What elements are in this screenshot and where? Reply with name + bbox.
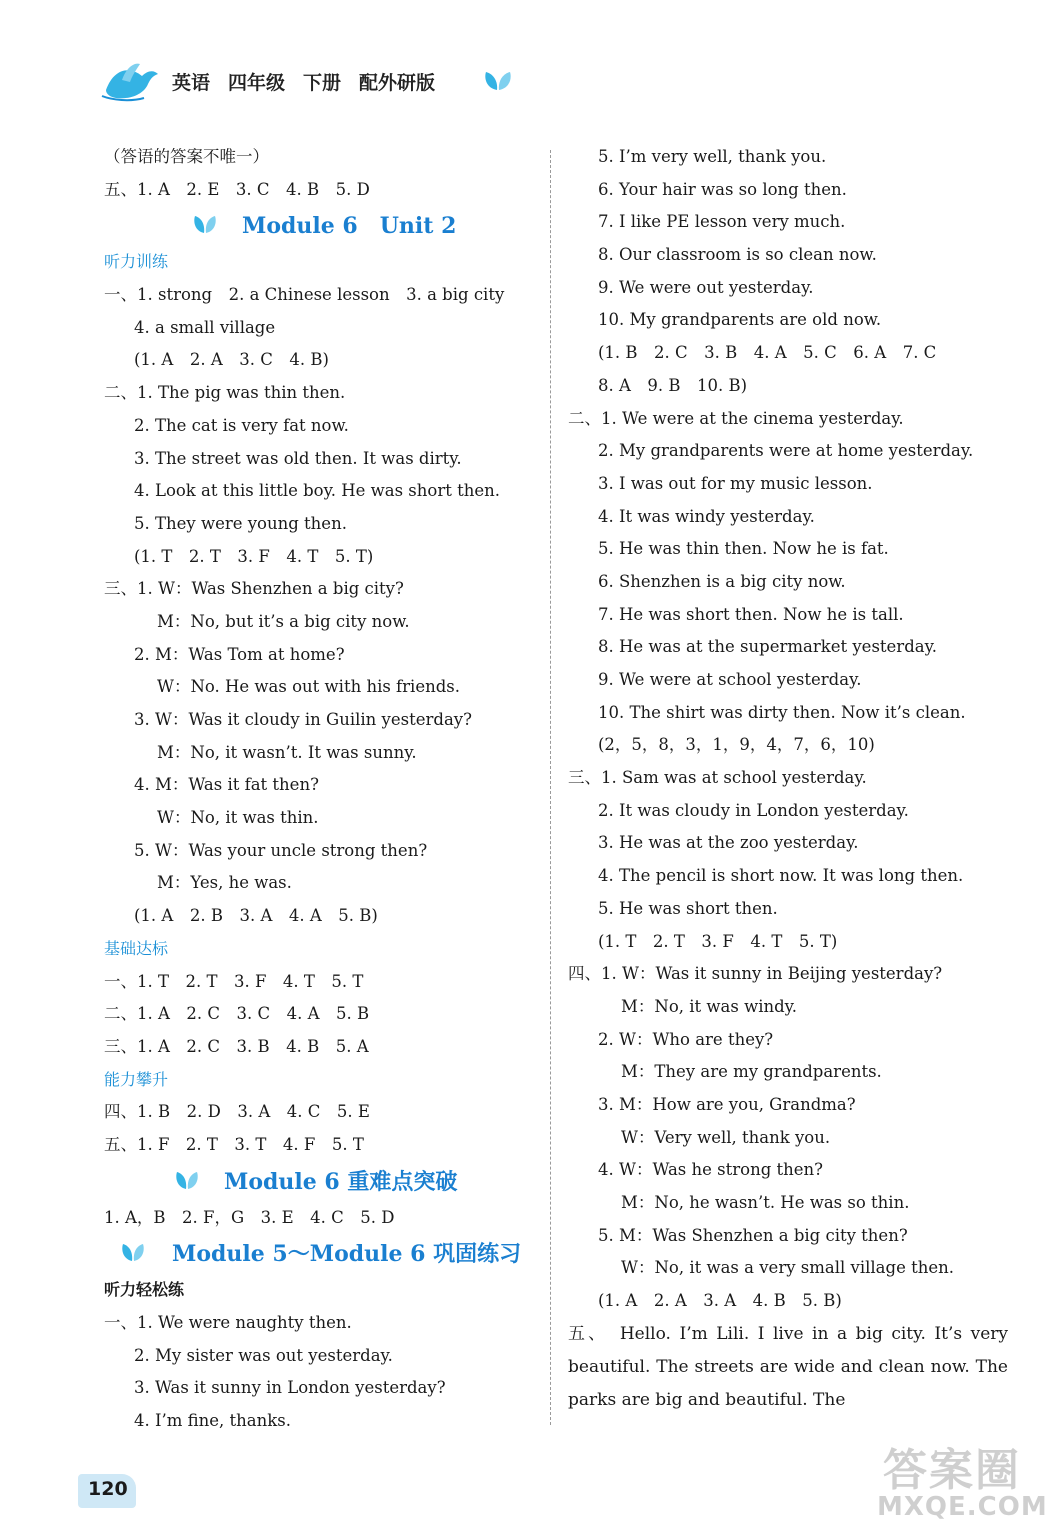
- answer-line: 4. W：Was he strong then?: [598, 1160, 824, 1180]
- answer-line: W：Very well, thank you.: [621, 1127, 831, 1147]
- answer-line: 5. He was short then.: [598, 898, 778, 918]
- header-subject: 英语: [172, 72, 211, 94]
- answer-line: 5. He was thin then. Now he is fat.: [598, 539, 889, 559]
- answer-line: 2. M：Was Tom at home?: [134, 644, 345, 664]
- section-label: 听力轻松练: [104, 1280, 185, 1300]
- header-edition: 配外研版: [359, 72, 436, 94]
- answer-line: (1. T 2. T 3. F 4. T 5. T): [134, 546, 374, 566]
- answer-line: 3. He was at the zoo yesterday.: [598, 833, 859, 853]
- page-header: [100, 58, 600, 108]
- right-column: [568, 141, 1008, 1417]
- answer-line: 8. A 9. B 10. B): [598, 375, 748, 395]
- leaf-icon: [174, 1171, 200, 1191]
- answer-line: 4. I’m fine, thanks.: [134, 1411, 291, 1431]
- answer-line: 4. The pencil is short now. It was long then.: [598, 866, 964, 886]
- answer-line: 3. I was out for my music lesson.: [598, 473, 873, 493]
- answer-line: 4. M：Was it fat then?: [134, 775, 319, 795]
- watermark: [875, 1430, 1048, 1530]
- answer-line: M：They are my grandparents.: [621, 1062, 882, 1082]
- answer-line: 3. W：Was it cloudy in Guilin yesterday?: [134, 710, 472, 729]
- answer-line: 10. The shirt was dirty then. Now it’s clean.: [598, 702, 966, 722]
- reading-paragraph: 五、 Hello. I’m Lili. I live in a big city. It’s very beautiful. The streets are wide and clean now. The parks are big and beautiful. The: [568, 1323, 1008, 1410]
- answer-line: 2. My sister was out yesterday.: [134, 1345, 393, 1365]
- leaf-icon: [192, 215, 218, 235]
- answer-line: M：No, but it’s a big city now.: [157, 611, 410, 631]
- answer-line: 7. I like PE lesson very much.: [598, 212, 846, 232]
- answer-line: 4. Look at this little boy. He was short then.: [134, 481, 500, 501]
- leaf-icon: [120, 1243, 146, 1263]
- answer-line: 5. W：Was your uncle strong then?: [134, 840, 428, 860]
- column-divider: [550, 150, 551, 1425]
- answer-line: 一、1. T 2. T 3. F 4. T 5. T: [104, 971, 364, 991]
- answer-line: 三、1. A 2. C 3. B 4. B 5. A: [104, 1036, 369, 1056]
- answer-line: (1. A 2. A 3. C 4. B): [134, 350, 329, 370]
- answer-line: 4. It was windy yesterday.: [598, 506, 815, 526]
- module-key-title: Module 6 重难点突破: [224, 1168, 458, 1195]
- answer-line: W：No, it was a very small village then.: [621, 1258, 954, 1278]
- answer-line: 一、1. We were naughty then.: [104, 1313, 352, 1332]
- module-unit-title: Module 6 Unit 2: [242, 213, 457, 240]
- answer-line: M：No, it wasn’t. It was sunny.: [157, 742, 417, 762]
- answer-line: 5. They were young then.: [134, 513, 347, 533]
- answer-line: 7. He was short then. Now he is tall.: [598, 604, 904, 624]
- answer-line: (1. A 2. A 3. A 4. B 5. B): [598, 1291, 842, 1311]
- answer-line: 5. M：Was Shenzhen a big city then?: [598, 1225, 908, 1245]
- answer-line: 1. A，B 2. F，G 3. E 4. C 5. D: [104, 1207, 395, 1227]
- answer-line: M：No, it was windy.: [621, 996, 798, 1016]
- answer-line: 10. My grandparents are old now.: [598, 310, 882, 330]
- answer-line: 4. a small village: [134, 317, 276, 337]
- answer-line: 3. Was it sunny in London yesterday?: [134, 1378, 446, 1398]
- page-number-badge: [78, 1474, 136, 1512]
- section-label: 基础达标: [104, 938, 169, 958]
- answer-line: 2. It was cloudy in London yesterday.: [598, 800, 909, 820]
- section-label: 能力攀升: [104, 1069, 169, 1089]
- module-heading: [104, 1234, 534, 1274]
- answer-line: 6. Your hair was so long then.: [598, 179, 847, 199]
- bird-logo-icon: [100, 60, 160, 104]
- answer-line: 四、1. B 2. D 3. A 4. C 5. E: [104, 1102, 370, 1122]
- watermark-logo-text: 答案圈: [883, 1445, 1021, 1496]
- answer-line: 6. Shenzhen is a big city now.: [598, 571, 846, 591]
- page-number: 120: [88, 1478, 128, 1500]
- answer-line: (2，5，8，3，1，9，4，7，6，10): [598, 735, 875, 755]
- answer-line: W：No. He was out with his friends.: [157, 677, 460, 697]
- watermark-url: MXQE.COM: [877, 1492, 1048, 1522]
- module-review-title: Module 5～Module 6 巩固练习: [172, 1241, 522, 1268]
- answer-line: 9. We were at school yesterday.: [598, 670, 862, 689]
- answer-line: 2. My grandparents were at home yesterday.: [598, 441, 974, 461]
- module-heading: [104, 206, 534, 246]
- answer-line: M：No, he wasn’t. He was so thin.: [621, 1193, 910, 1212]
- answer-line: (1. T 2. T 3. F 4. T 5. T): [598, 931, 838, 951]
- answer-line: 2. The cat is very fat now.: [134, 415, 349, 435]
- header-grade: 四年级: [228, 72, 286, 94]
- answer-note: （答语的答案不唯一）: [104, 147, 269, 166]
- answer-line: 8. He was at the supermarket yesterday.: [598, 637, 937, 657]
- leaf-icon: [482, 70, 514, 92]
- answer-line: 二、1. We were at the cinema yesterday.: [568, 408, 904, 428]
- answer-line: 3. M：How are you, Grandma?: [598, 1094, 856, 1114]
- module-heading: [104, 1162, 534, 1202]
- answer-line: M：Yes, he was.: [157, 873, 292, 893]
- answer-line: 3. The street was old then. It was dirty.: [134, 448, 462, 468]
- answer-line: 9. We were out yesterday.: [598, 277, 814, 297]
- answer-line: W：No, it was thin.: [157, 808, 319, 828]
- answer-line: 三、1. W：Was Shenzhen a big city?: [104, 579, 404, 599]
- answer-line: 2. W：Who are they?: [598, 1029, 774, 1049]
- answer-line: 一、1. strong 2. a Chinese lesson 3. a big city: [104, 285, 505, 305]
- answer-line: 四、1. W：Was it sunny in Beijing yesterday?: [568, 964, 943, 984]
- answer-line: (1. B 2. C 3. B 4. A 5. C 6. A 7. C: [598, 343, 937, 363]
- answer-line: 三、1. Sam was at school yesterday.: [568, 768, 867, 788]
- answer-line: 8. Our classroom is so clean now.: [598, 245, 877, 265]
- answer-line: 五、1. A 2. E 3. C 4. B 5. D: [104, 179, 370, 199]
- answer-line: 二、1. A 2. C 3. C 4. A 5. B: [104, 1004, 370, 1024]
- left-column: [104, 141, 534, 1438]
- header-volume: 下册: [303, 72, 342, 94]
- answer-line: (1. A 2. B 3. A 4. A 5. B): [134, 906, 378, 926]
- answer-line: 5. I’m very well, thank you.: [598, 147, 827, 166]
- answer-line: 五、1. F 2. T 3. T 4. F 5. T: [104, 1134, 364, 1154]
- answer-line: 二、1. The pig was thin then.: [104, 383, 346, 403]
- section-label: 听力训练: [104, 252, 169, 272]
- header-title: [172, 68, 453, 95]
